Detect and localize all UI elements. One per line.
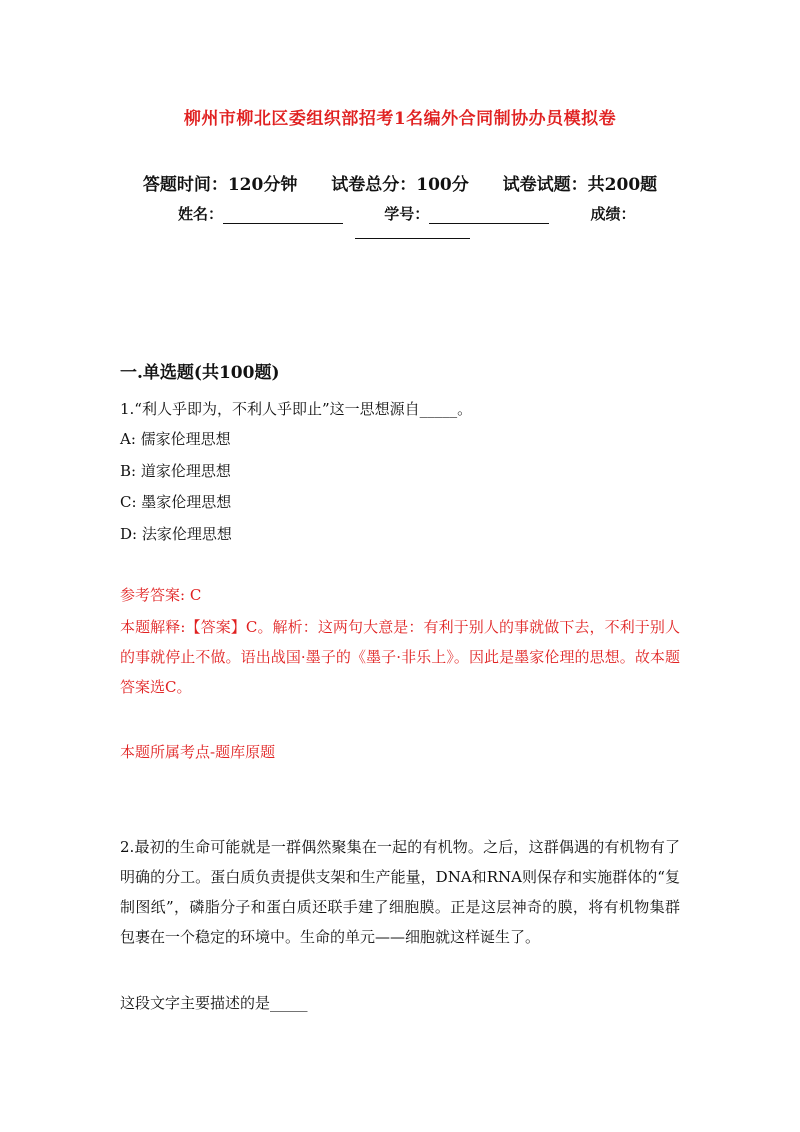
answer-text: 参考答案: C (120, 586, 202, 604)
question-1-options (120, 424, 680, 550)
name-label: 姓名： (178, 205, 224, 223)
grade-label: 成绩： (590, 205, 636, 223)
option-c: C: 墨家伦理思想 (120, 493, 232, 511)
id-field (384, 203, 549, 224)
name-field (178, 203, 343, 224)
page-title: 柳州市柳北区委组织部招考1名编外合同制协办员模拟卷 (183, 109, 617, 129)
question-2-prompt: 这段文字主要描述的是_____ (120, 994, 308, 1012)
exam-meta (0, 170, 800, 195)
id-label: 学号： (384, 205, 430, 223)
question-1-stem: 1.“利人乎即为，不利人乎即止”这一思想源自_____。 (120, 400, 473, 418)
knowledge-point: 本题所属考点-题库原题 (120, 743, 276, 761)
section-heading: 一.单选题(共100题) (120, 363, 280, 383)
exam-question-count: 试卷试题：共200题 (502, 175, 658, 195)
option-a: A: 儒家伦理思想 (120, 430, 231, 448)
student-info (178, 203, 636, 224)
grade-blank (355, 222, 470, 239)
exam-total-score: 试卷总分：100分 (331, 175, 469, 195)
grade-field (591, 203, 636, 224)
explanation-text: 本题解释:【答案】C。解析：这两句大意是：有利于别人的事就做下去，不利于别人的事就停止不做。语出战国·墨子的《墨子·非乐上》。因此是墨家伦理的思想。故本题答案选C。 (120, 618, 680, 696)
option-d: D: 法家伦理思想 (120, 524, 232, 543)
exam-time: 答题时间：120分钟 (142, 175, 298, 195)
question-2-stem: 2.最初的生命可能就是一群偶然聚集在一起的有机物。之后，这群偶遇的有机物有了明确的分工。蛋白质负责提供支架和生产能量，DNA和RNA则保存和实施群体的“复制图纸”，磷脂分子和蛋白质还联手建了细胞膜。正是这层神奇的膜，将有机物集群包裹在一个稳定的环境中。生命的单元——细胞就这样诞生了。 (120, 838, 680, 946)
name-blank (223, 209, 343, 224)
option-b: B: 道家伦理思想 (120, 461, 231, 480)
